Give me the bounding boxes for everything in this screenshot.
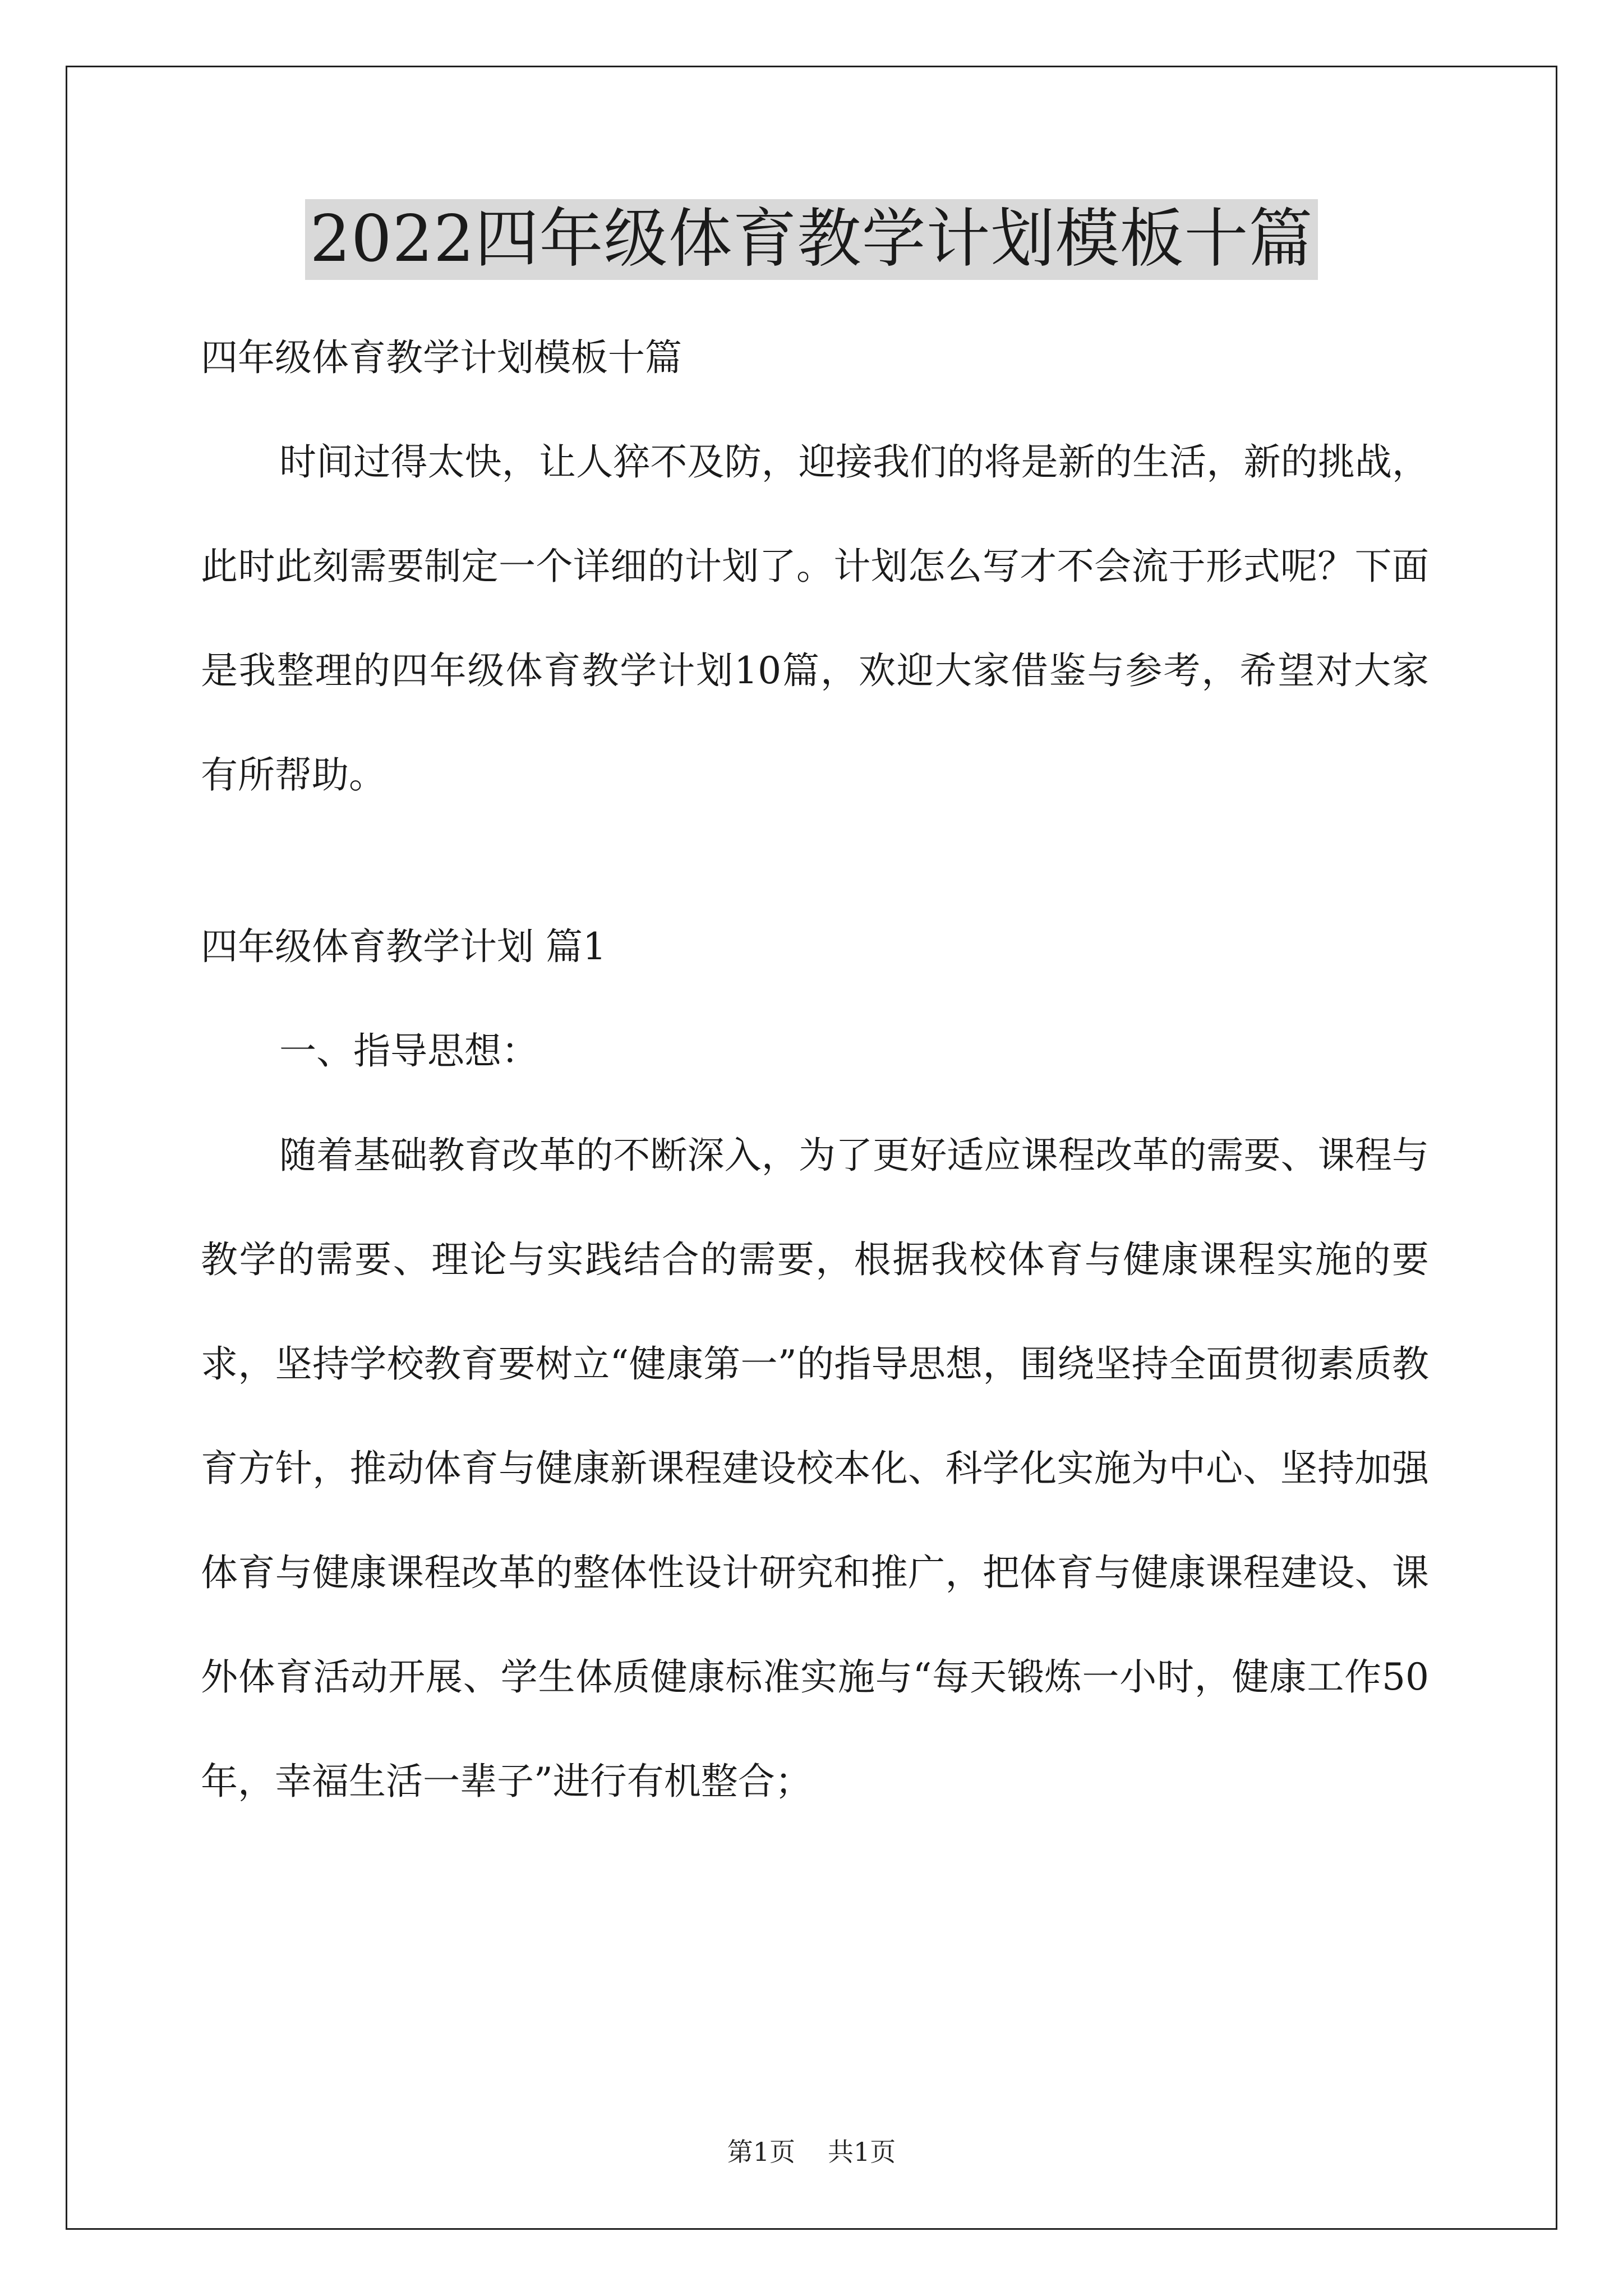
document-body (201, 306, 1429, 1834)
intro-paragraph: 时间过得太快，让人猝不及防，迎接我们的将是新的生活，新的挑战，此时此刻需要制定一个详细的计划了。计划怎么写才不会流于形式呢？下面是我整理的四年级体育教学计划10篇，欢迎大家借鉴与参考，希望对大家有所帮助。 (201, 440, 1429, 797)
document-title (0, 199, 1623, 280)
paragraph-spacer (201, 827, 1429, 895)
document-title-text: 2022四年级体育教学计划模板十篇 (305, 199, 1317, 280)
page-number-current: 第1页 (727, 2137, 795, 2167)
document-subtitle: 四年级体育教学计划模板十篇 (201, 336, 682, 379)
page-number-total: 共1页 (828, 2137, 896, 2167)
section-subheading: 一、指导思想： (279, 1029, 538, 1073)
page-footer (0, 2132, 1623, 2169)
body-paragraph: 随着基础教育改革的不断深入，为了更好适应课程改革的需要、课程与教学的需要、理论与实践结合的需要，根据我校体育与健康课程实施的要求，坚持学校教育要树立“健康第一”的指导思想，围绕坚持全面贯彻素质教育方针，推动体育与健康新课程建设校本化、科学化实施为中心、坚持加强体育与健康课程改革的整体性设计研究和推广，把体育与健康课程建设、课外体育活动开展、学生体质健康标准实施与“每天锻炼一小时，健康工作50年，幸福生活一辈子”进行有机整合； (201, 1134, 1429, 1803)
section-heading: 四年级体育教学计划 篇1 (201, 925, 606, 968)
